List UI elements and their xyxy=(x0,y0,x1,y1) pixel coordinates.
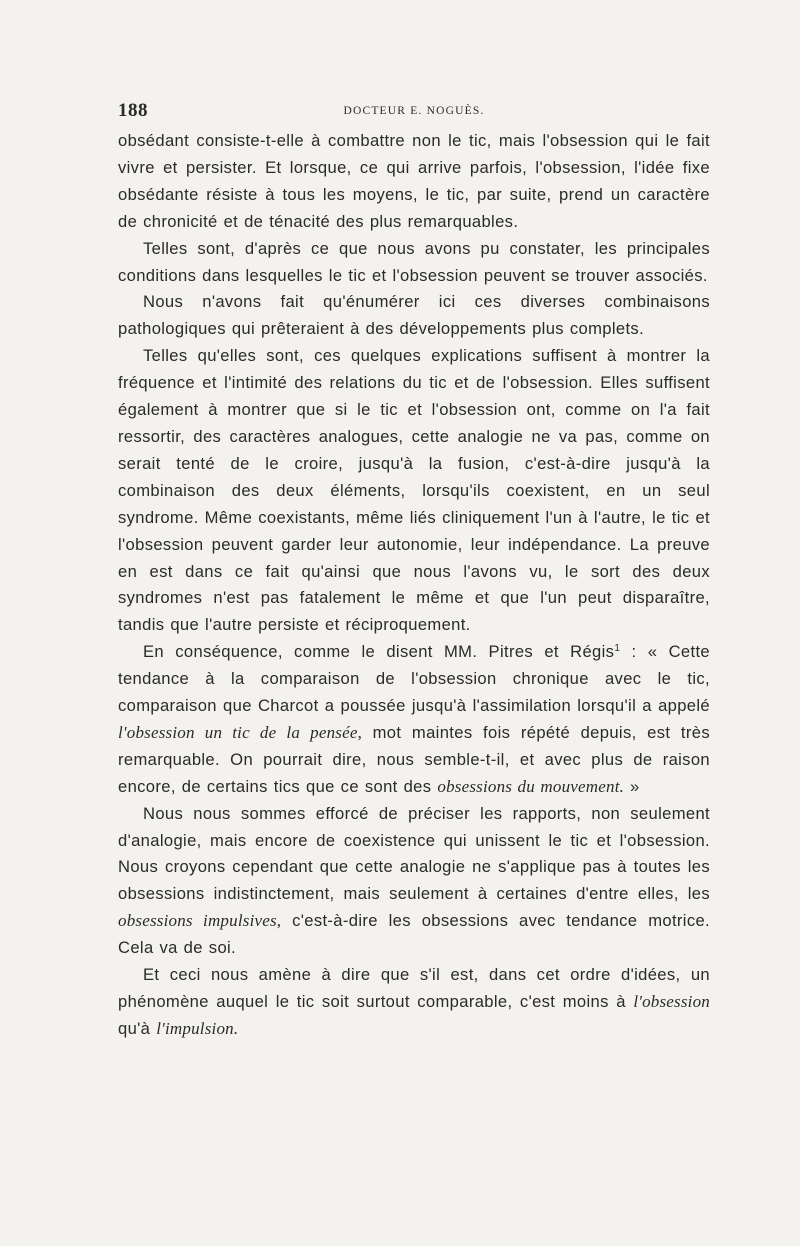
book-page xyxy=(118,100,710,1043)
paragraph-6-italic: obsessions impulsives, xyxy=(118,911,282,931)
paragraph-4: Telles qu'elles sont, ces quelques explications suffisent à montrer la fréquence et l'intimité des relations du tic et de l'obsession. Elles suffisent également à montrer que si le tic et l'obsession ont, comme on l'a fait ressortir, des caractères analogues, cette analogie ne va pas, comme on serait tenté de le croire, jusqu'à la fusion, c'est-à-dire jusqu'à la combinaison des deux éléments, lorsqu'ils coexistent, en un seul syndrome. Même coexistants, même liés cliniquement l'un à l'autre, le tic et l'obsession peuvent garder leur autonomie, leur indépendance. La preuve en est dans ce fait qu'ainsi que nous l'avons vu, le sort des deux syndromes n'est pas fatalement le même et que l'un peut disparaître, tandis que l'autre persiste et réciproquement. xyxy=(118,346,710,635)
paragraph-6-part-b: c'est-à-dire les obsessions avec tendance motrice. Cela va de soi. xyxy=(118,911,710,958)
paragraph-6-part-a: Nous nous sommes efforcé de préciser les rapports, non seulement d'analogie, mais encore de coexistence qui unissent le tic et l'obsession. Nous croyons cependant que cette analogie ne s'applique pas à toutes les obsessions indistinctement, mais seulement à certaines d'entre elles, les xyxy=(118,803,710,904)
paragraph-5-part-d: » xyxy=(624,776,640,796)
paragraph-7-part-a: Et ceci nous amène à dire que s'il est, dans cet ordre d'idées, un phénomène auquel le tic soit surtout comparable, c'est moins à xyxy=(118,965,710,1011)
paragraph-5-part-b: : « Cette tendance à la comparaison de l'obsession chronique avec le tic, comparaison que Charcot a poussée jusqu'à l'assimilation lorsqu'il a appelé xyxy=(118,642,710,716)
paragraph-5-italic-1: l'obsession un tic de la pensée, xyxy=(118,722,363,742)
running-head: DOCTEUR E. NOGUÈS. xyxy=(343,105,485,117)
paragraph-7-italic-2: l'impulsion. xyxy=(156,1018,239,1038)
paragraph-5-italic-2: obsessions du mouvement. xyxy=(437,776,625,796)
paragraph-7-part-b: qu'à xyxy=(118,1018,157,1038)
paragraph-6 xyxy=(118,801,710,962)
paragraph-5-part-a: En conséquence, comme le disent MM. Pitres et Régis xyxy=(143,642,615,662)
body-text xyxy=(118,128,710,1043)
page-number: 188 xyxy=(118,100,148,121)
paragraph-7-italic-1: l'obsession xyxy=(633,992,710,1011)
paragraph-7 xyxy=(118,962,710,1043)
paragraph-3: Nous n'avons fait qu'énumérer ici ces diverses combinaisons pathologiques qui prêteraient à des développements plus complets. xyxy=(118,292,710,339)
paragraph-5-part-c: mot maintes fois répété depuis, est très remarquable. On pourrait dire, nous semble-t-il, et avec plus de raison encore, de certains tics que ce sont des xyxy=(118,722,710,796)
footnote-marker: 1 xyxy=(614,643,621,655)
paragraph-2: Telles sont, d'après ce que nous avons pu constater, les principales conditions dans lesquelles le tic et l'obsession peuvent se trouver associés. xyxy=(118,238,710,285)
paragraph-1: obsédant consiste-t-elle à combattre non le tic, mais l'obsession qui le fait vivre et persister. Et lorsque, ce qui arrive parfois, l'obsession, l'idée fixe obsédante résiste à tous les moyens, le tic, par suite, prend un caractère de chronicité et de ténacité des plus remarquables. xyxy=(118,131,710,231)
page-header xyxy=(118,100,710,126)
paragraph-5 xyxy=(118,639,710,800)
